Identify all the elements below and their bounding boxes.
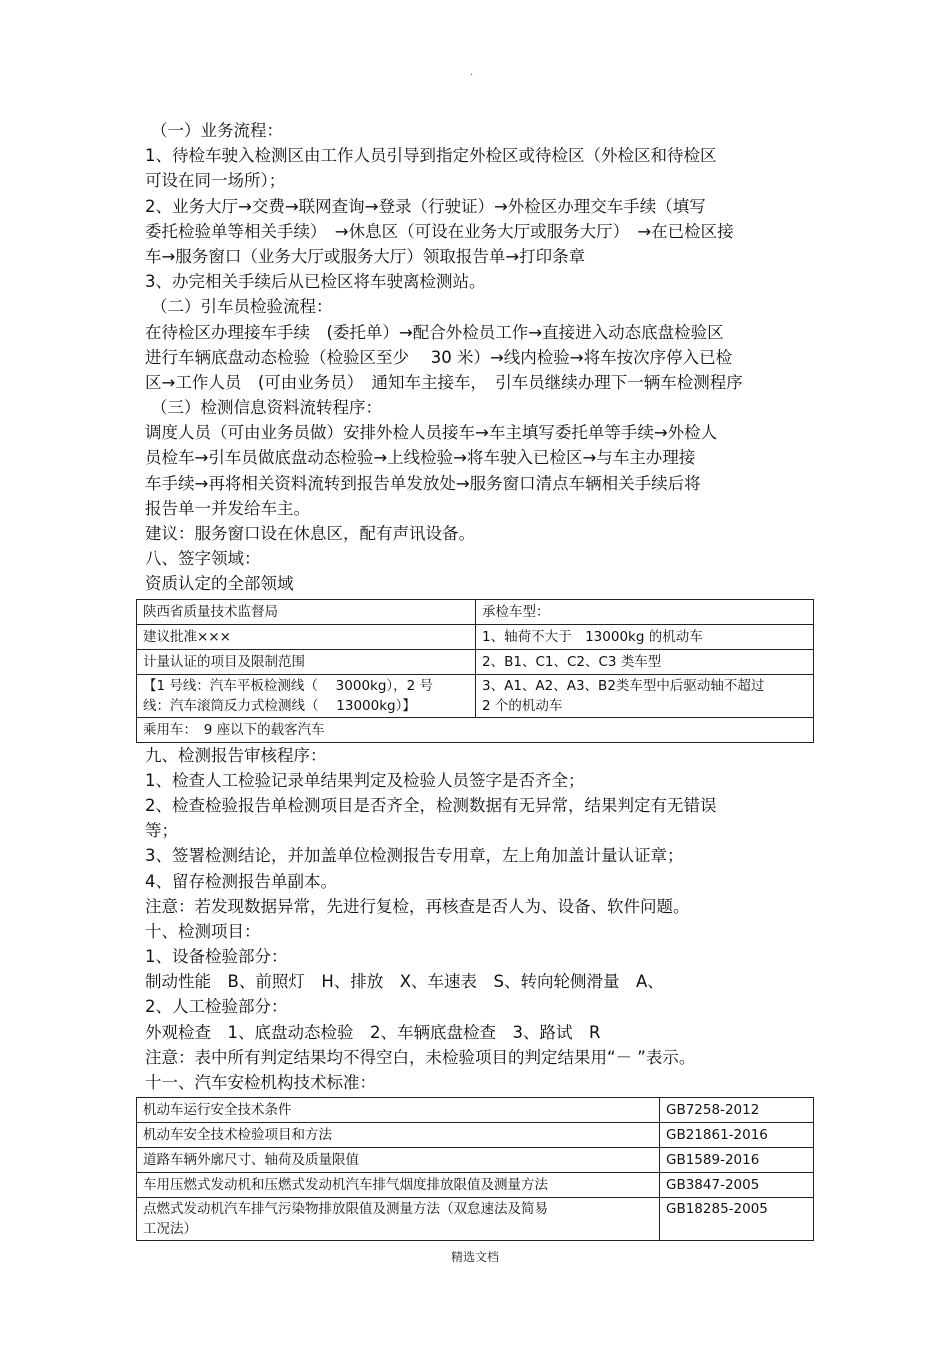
text-line: 可设在同一场所）； xyxy=(145,171,286,191)
text-line: 注意：表中所有判定结果均不得空白，未检验项目的判定结果用“－ ”表示。 xyxy=(145,1047,696,1067)
table-cell: 乘用车： 9 座以下的载客汽车 xyxy=(137,717,814,742)
text-line: 八、签字领域： xyxy=(145,549,261,569)
cell-line: 【1 号线：汽车平板检测线（ 3000kg），2 号 xyxy=(143,677,434,694)
text-line: 1、检查人工检验记录单结果判定及检验人员签字是否齐全； xyxy=(145,770,585,790)
cell-line: 点燃式发动机汽车排气污染物排放限值及测量方法（双怠速法及简易 xyxy=(143,1201,548,1218)
standard-name: 机动车安全技术检验项目和方法 xyxy=(137,1123,660,1148)
standard-name: 机动车运行安全技术条件 xyxy=(137,1098,660,1123)
cell-line: 线：汽车滚筒反力式检测线（ 13000kg）】 xyxy=(143,697,416,714)
table-row xyxy=(137,1198,814,1241)
text-line: 车手续→再将相关资料流转到报告单发放处→服务窗口清点车辆相关手续后将 xyxy=(145,473,701,493)
standard-name: 道路车辆外廓尺寸、轴荷及质量限值 xyxy=(137,1148,660,1173)
table-cell: 建议批准××× xyxy=(137,624,476,649)
text-line: 1、待检车驶入检测区由工作人员引导到指定外检区或待检区（外检区和待检区 xyxy=(145,146,717,166)
text-line: 在待检区办理接车手续 (委托单）→配合外检员工作→直接进入动态底盘检验区 xyxy=(145,322,724,342)
text-line: 2、业务大厅→交费→联网查询→登录（行驶证）→外检区办理交车手续（填写 xyxy=(145,196,706,216)
text-line: 员检车→引车员做底盘动态检验→上线检验→将车驶入已检区→与车主办理接 xyxy=(145,448,696,468)
standard-name xyxy=(137,1198,660,1241)
page-footer: 精选文档 xyxy=(450,1250,499,1264)
text-line: （一）业务流程： xyxy=(151,121,283,140)
text-line: 进行车辆底盘动态检验（检验区至少 30 米）→线内检验→将车按次序停入已检 xyxy=(145,347,733,367)
document-body xyxy=(145,118,825,1241)
table-cell xyxy=(137,674,476,717)
standards-table xyxy=(136,1097,814,1241)
standard-code: GB1589-2016 xyxy=(660,1148,814,1173)
header-mark: · xyxy=(470,70,474,81)
standard-code: GB21861-2016 xyxy=(660,1123,814,1148)
table-cell: 承检车型： xyxy=(476,599,814,624)
cell-line: 工况法） xyxy=(143,1221,197,1238)
table-row xyxy=(137,717,814,742)
standard-name: 车用压燃式发动机和压燃式发动机汽车排气烟度排放限值及测量方法 xyxy=(137,1173,660,1198)
text-line: 注意：若发现数据异常，先进行复检，再核查是否人为、设备、软件问题。 xyxy=(145,896,690,916)
table-row xyxy=(137,1148,814,1173)
text-line: 3、签署检测结论，并加盖单位检测报告专用章，左上角加盖计量认证章； xyxy=(145,846,684,866)
cell-line: 3、A1、A2、A3、B2类车型中后驱动轴不超过 xyxy=(482,677,765,694)
text-line: 委托检验单等相关手续） →休息区（可设在业务大厅或服务大厅） →在已检区接 xyxy=(145,221,734,241)
text-line: 外观检查 1、底盘动态检验 2、车辆底盘检查 3、路试 R xyxy=(145,1022,601,1042)
cell-line: 2 个的机动车 xyxy=(482,697,563,714)
text-line: （二）引车员检验流程： xyxy=(151,297,333,317)
text-line: 3、办完相关手续后从已检区将车驶离检测站。 xyxy=(145,272,486,292)
text-line: 调度人员（可由业务员做）安排外检人员接车→车主填写委托单等手续→外检人 xyxy=(145,423,718,443)
table-row xyxy=(137,1123,814,1148)
text-line: （三）检测信息资料流转程序： xyxy=(151,398,382,418)
scope-table xyxy=(136,599,814,743)
standard-code: GB3847-2005 xyxy=(660,1173,814,1198)
text-line: 车→服务窗口（业务大厅或服务大厅）领取报告单→打印条章 xyxy=(145,246,586,266)
text-line: 1、设备检验部分： xyxy=(145,947,288,967)
table-row xyxy=(137,1098,814,1123)
table-row xyxy=(137,1173,814,1198)
table-row xyxy=(137,599,814,624)
standard-code: GB7258-2012 xyxy=(660,1098,814,1123)
table-cell: 2、B1、C1、C2、C3 类车型 xyxy=(476,649,814,674)
table-cell: 陕西省质量技术监督局 xyxy=(137,599,476,624)
table-row xyxy=(137,624,814,649)
text-line: 十一、汽车安检机构技术标准： xyxy=(145,1073,376,1092)
text-line: 九、检测报告审核程序： xyxy=(145,745,327,765)
text-line: 十、检测项目： xyxy=(145,921,261,941)
text-line: 报告单一并发给车主。 xyxy=(145,498,310,518)
table-row xyxy=(137,674,814,717)
table-cell: 计量认证的项目及限制范围 xyxy=(137,649,476,674)
text-line: 等； xyxy=(145,821,178,841)
standard-code: GB18285-2005 xyxy=(660,1198,814,1241)
table-cell: 1、轴荷不大于 13000kg 的机动车 xyxy=(476,624,814,649)
table-cell xyxy=(476,674,814,717)
text-line: 资质认定的全部领域 xyxy=(145,574,294,594)
table-row xyxy=(137,649,814,674)
text-line: 4、留存检测报告单副本。 xyxy=(145,871,337,891)
text-line: 区→工作人员 (可由业务员） 通知车主接车， 引车员继续办理下一辆车检测程序 xyxy=(145,372,743,392)
text-line: 制动性能 B、前照灯 H、排放 X、车速表 S、转向轮侧滑量 A、 xyxy=(145,972,664,992)
text-line: 2、检查检验报告单检测项目是否齐全，检测数据有无异常，结果判定有无错误 xyxy=(145,795,717,815)
section-process-text xyxy=(145,118,825,597)
section-review-text xyxy=(145,743,825,1096)
text-line: 2、人工检验部分： xyxy=(145,997,288,1017)
text-line: 建议：服务窗口设在休息区，配有声讯设备。 xyxy=(145,524,475,543)
